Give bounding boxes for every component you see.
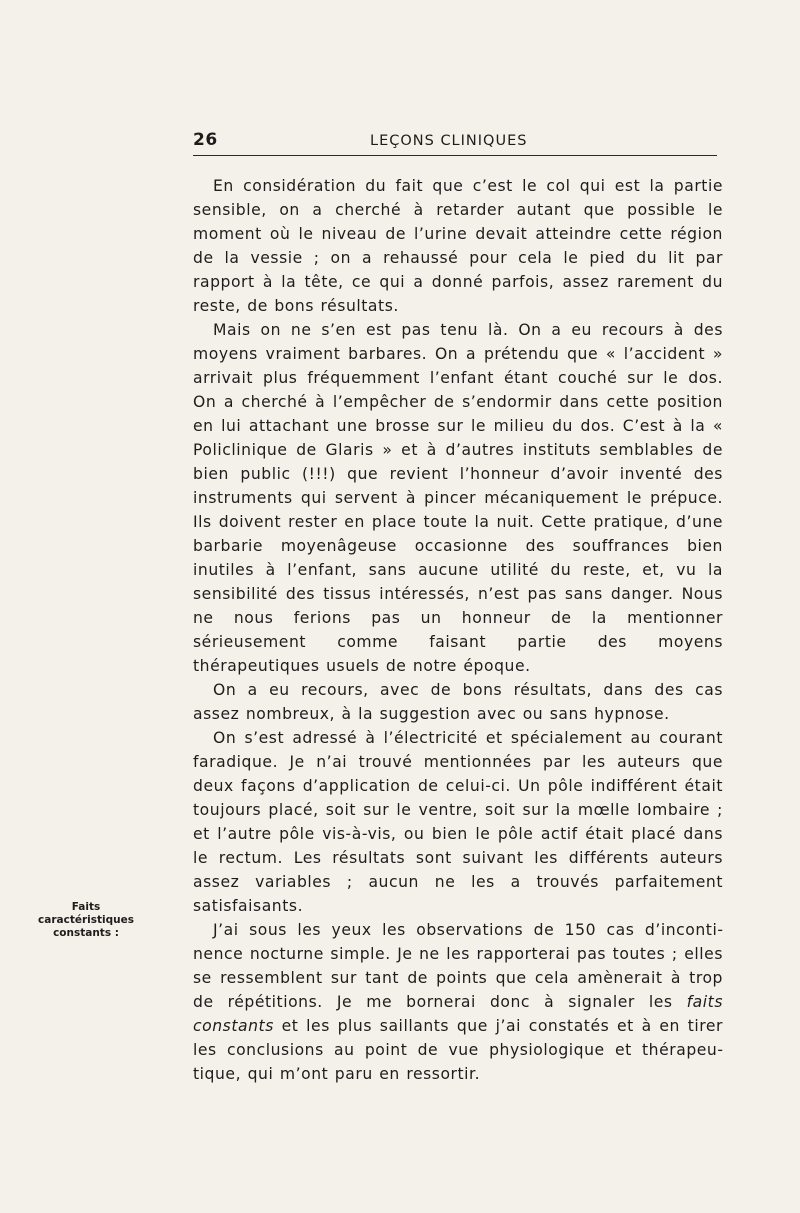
margin-note bbox=[38, 901, 134, 940]
paragraph: En considération du fait que c’est le col qui est la partie sensible, on a cherché à retarder autant que possible le moment où le niveau de l’urine devait atteindre cette région de la vessie ; on a rehaussé pour cela le pied du lit par rapport à la tête, ce qui a donné parfois, assez rarement du reste, de bons résultats. bbox=[193, 177, 723, 315]
paragraph-text: et les plus saillants que j’ai constatés et à en tirer les conclusions au point de vue physiologique et thérapeutique, qui m’ont paru en ressortir. bbox=[193, 1017, 723, 1083]
emphasis-text: faits constants bbox=[193, 993, 723, 1035]
page-number: 26 bbox=[193, 130, 218, 150]
margin-note-line: constants : bbox=[53, 927, 119, 939]
body-text bbox=[193, 174, 723, 1086]
page-header bbox=[193, 130, 718, 154]
paragraph bbox=[193, 918, 723, 1086]
paragraph: On a eu recours, avec de bons résultats, dans des cas assez nombreux, à la suggestion avec ou sans hypnose. bbox=[193, 681, 723, 723]
paragraph-text: J’ai sous les yeux les observations de 150 cas d’incontinence nocturne simple. Je ne les rapporterai pas toutes ; elles se ressemblent sur tant de points que cela amènerait à trop de répétitions. Je me bornerai donc à signaler les bbox=[193, 921, 723, 1011]
paragraph: Mais on ne s’en est pas tenu là. On a eu recours à des moyens vraiment barbares. On a prétendu que « l’accident » arrivait plus fréquemment l’enfant étant couché sur le dos. On a cherché à l’empêcher de s’endormir dans cette position en lui attachant une brosse sur le milieu du dos. C’est à la « Policlinique de Glaris » et à d’autres instituts semblables de bien public (!!!) que revient l’honneur d’avoir inventé des instruments qui servent à pincer mécaniquement le prépuce. Ils doivent rester en place toute la nuit. Cette pratique, d’une barbarie moyenâgeuse occasionne des souffrances bien inutiles à l’enfant, sans aucune utilité du reste, et, vu la sensibilité des tissus intéressés, n’est pas sans danger. Nous ne nous ferions pas un honneur de la mentionner sérieusement comme faisant partie des moyens thérapeutiques usuels de notre époque. bbox=[193, 321, 723, 675]
running-title: LEÇONS CLINIQUES bbox=[370, 133, 528, 149]
margin-note-line: caractéristiques bbox=[38, 914, 134, 926]
paragraph: On s’est adressé à l’électricité et spécialement au courant faradique. Je n’ai trouvé mentionnées par les auteurs que deux façons d’application de celui-ci. Un pôle indifférent était toujours placé, soit sur le ventre, soit sur la mœlle lombaire ; et l’autre pôle vis-à-vis, ou bien le pôle actif était placé dans le rectum. Les résultats sont suivant les différents auteurs assez variables ; aucun ne les a trouvés parfaitement satisfaisants. bbox=[193, 729, 723, 915]
margin-note-line: Faits bbox=[71, 901, 101, 913]
header-rule bbox=[193, 155, 717, 156]
